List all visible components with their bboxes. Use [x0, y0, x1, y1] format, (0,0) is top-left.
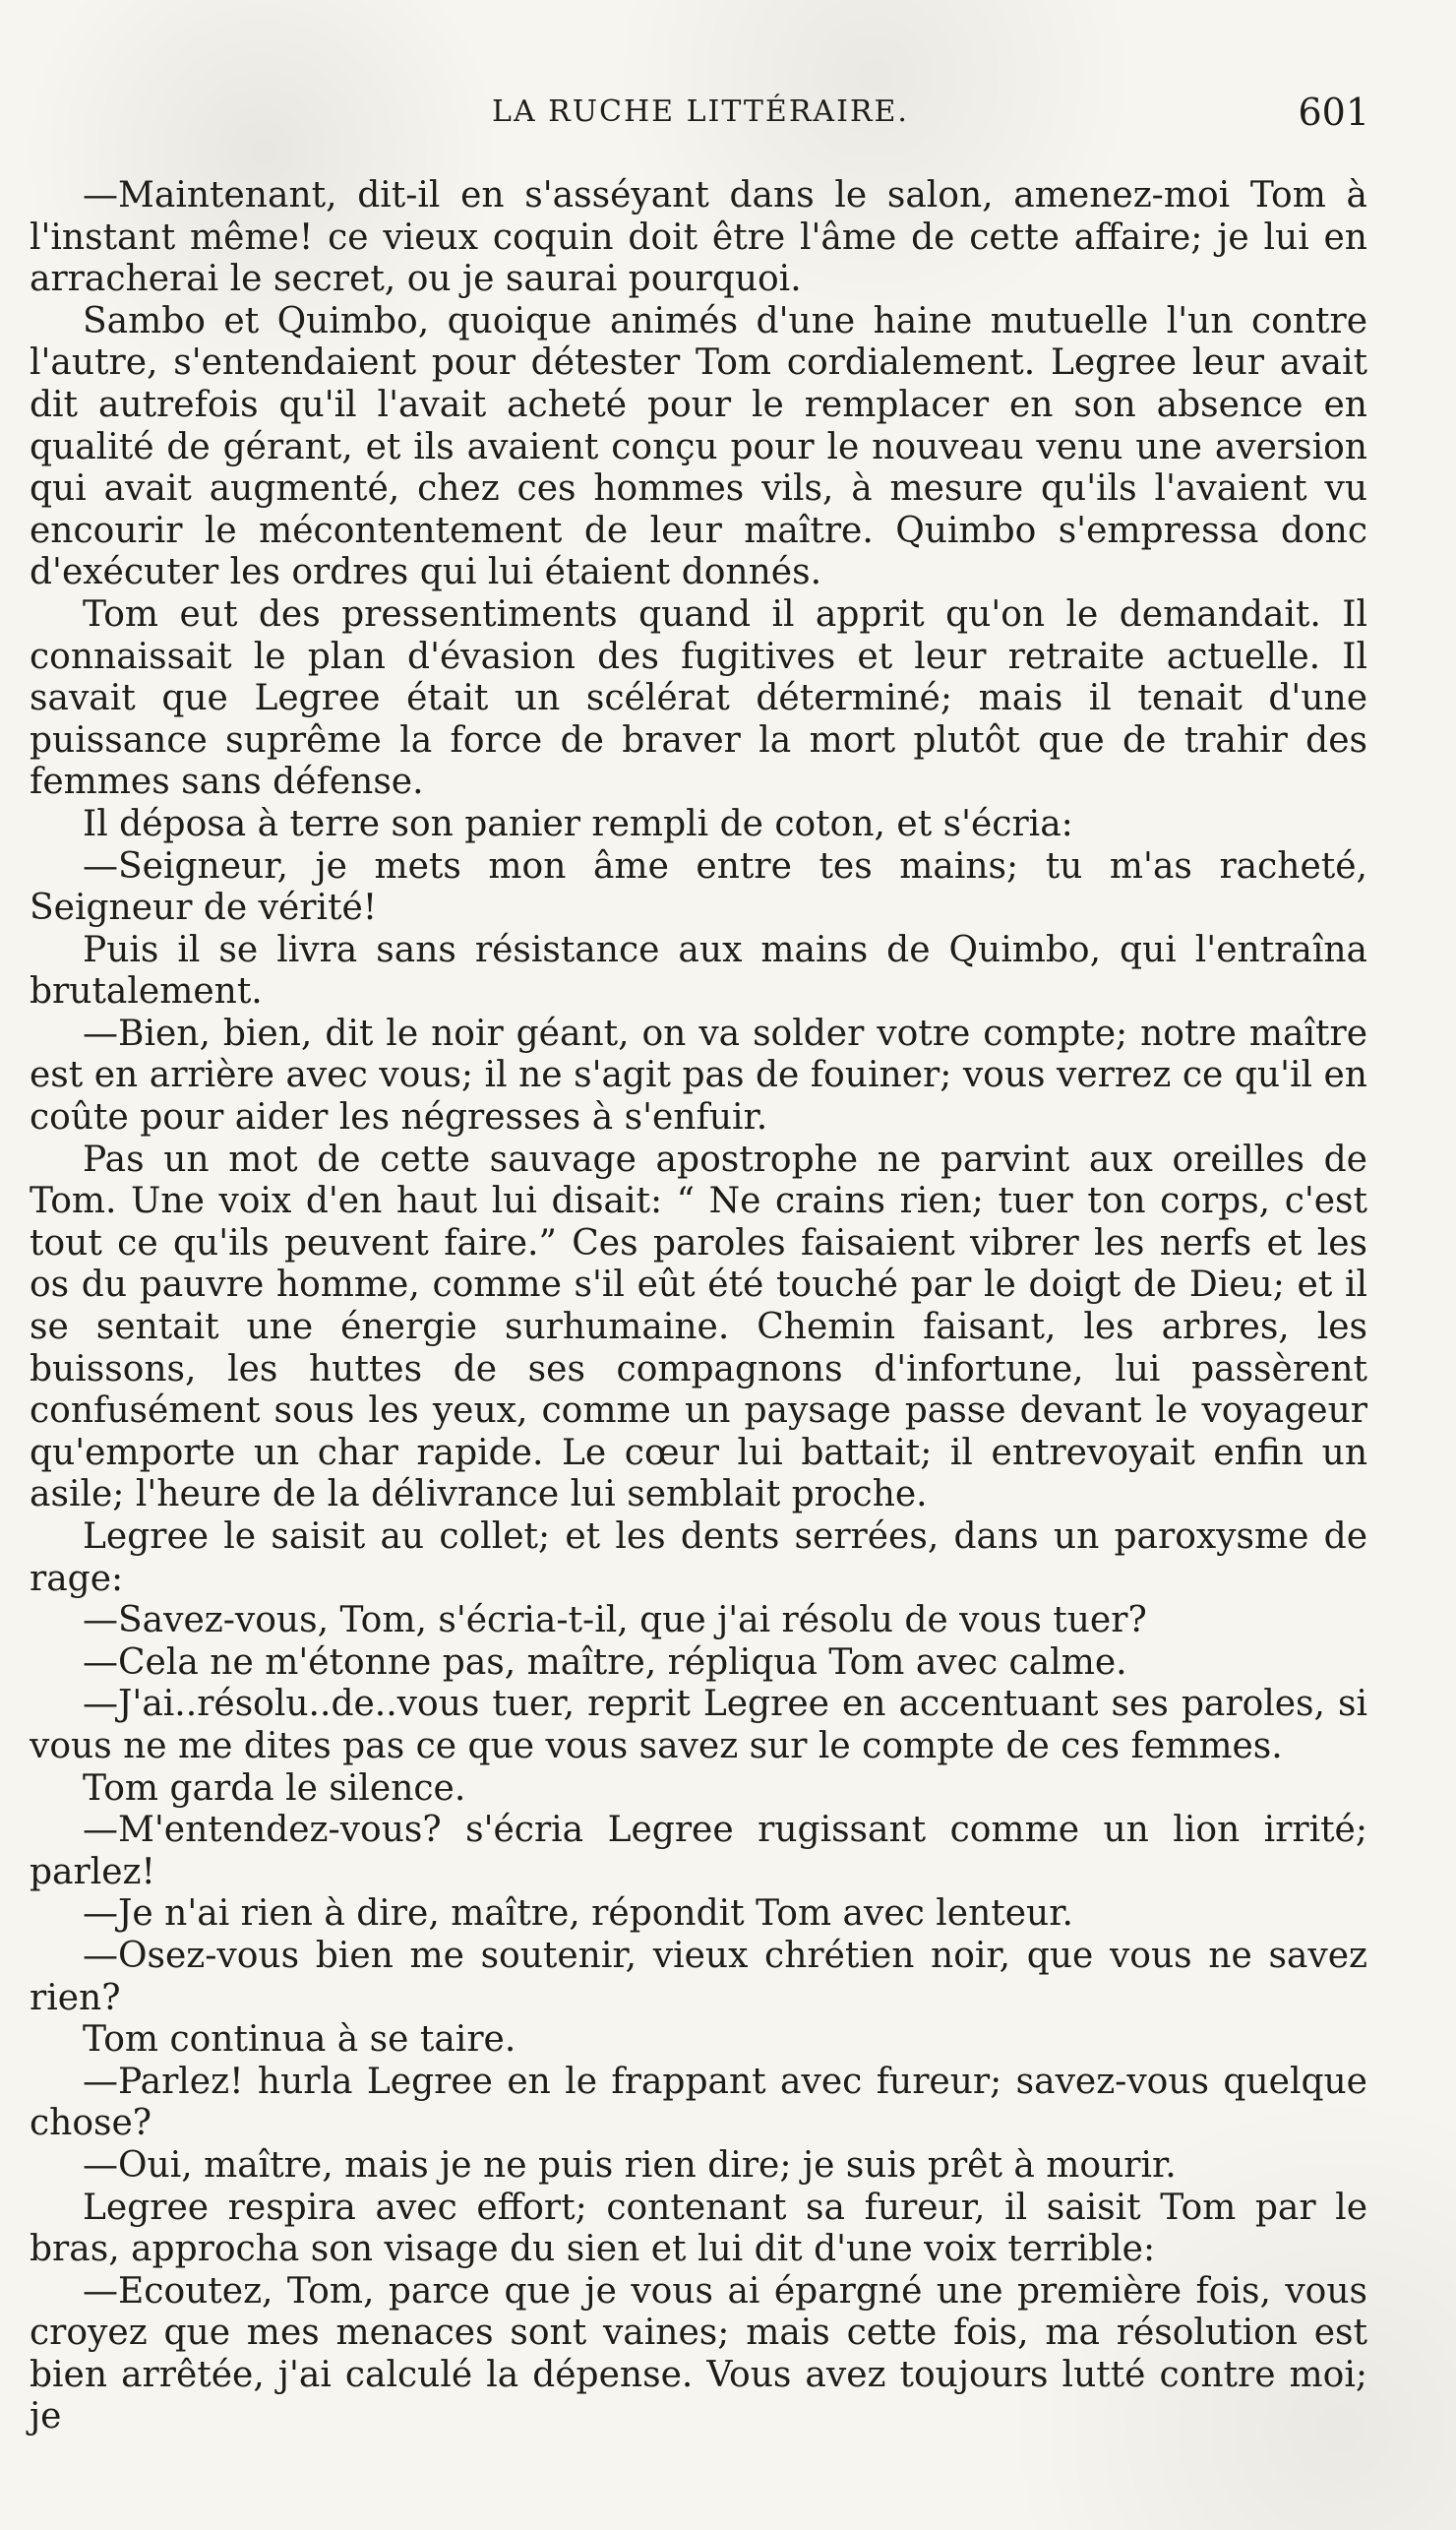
- paragraph-11: —Cela ne m'étonne pas, maître, répliqua Tom avec calme.: [83, 1641, 1127, 1683]
- paragraph-7: —Bien, bien, dit le noir géant, on va solder votre compte; notre maître est en arrière avec vous; il ne s'agit pas de fouiner; vous verrez ce qu'il en coûte pour aider les négresses à s'enfuir.: [30, 1013, 1367, 1139]
- body-text: [30, 175, 1367, 2438]
- running-title: LA RUCHE LITTÉRAIRE.: [492, 94, 909, 129]
- paragraph-18: —Parlez! hurla Legree en le frappant avec fureur; savez-vous quelque chose?: [30, 2061, 1367, 2144]
- page-header: [31, 91, 1369, 144]
- paragraph-4: Il déposa à terre son panier rempli de coton, et s'écria:: [83, 803, 1073, 844]
- paragraph-17: Tom continua à se taire.: [83, 2019, 516, 2061]
- paragraph-20: Legree respira avec effort; contenant sa fureur, il saisit Tom par le bras, approcha son visage du sien et lui dit d'une voix terrible:: [30, 2187, 1367, 2270]
- paragraph-16: —Osez-vous bien me soutenir, vieux chrétien noir, que vous ne savez rien?: [30, 1935, 1367, 2018]
- paragraph-21: —Ecoutez, Tom, parce que je vous ai épargné une première fois, vous croyez que mes menaces sont vaines; mais cette fois, ma résolution est bien arrêtée, j'ai calculé la dépense. Vous avez toujours lutté contre moi; je: [30, 2270, 1367, 2437]
- paragraph-2: Sambo et Quimbo, quoique animés d'une haine mutuelle l'un contre l'autre, s'entendaient pour détester Tom cordialement. Legree leur avait dit autrefois qu'il l'avait acheté pour le remplacer en son absence en qualité de gérant, et ils avaient conçu pour le nouveau venu une aversion qui avait augmenté, chez ces hommes vils, à mesure qu'ils l'avaient vu encourir le mécontentement de leur maître. Quimbo s'empressa donc d'exécuter les ordres qui lui étaient donnés.: [30, 300, 1367, 593]
- paragraph-12: —J'ai..résolu..de..vous tuer, reprit Legree en accentuant ses paroles, si vous ne me dites pas ce que vous savez sur le compte de ces femmes.: [30, 1684, 1367, 1766]
- paragraph-14: —M'entendez-vous? s'écria Legree rugissant comme un lion irrité; parlez!: [30, 1810, 1367, 1892]
- paragraph-5: —Seigneur, je mets mon âme entre tes mains; tu m'as racheté, Seigneur de vérité!: [30, 845, 1367, 929]
- paragraph-3: Tom eut des pressentiments quand il apprit qu'on le demandait. Il connaissait le plan d'évasion des fugitives et leur retraite actuelle. Il savait que Legree était un scélérat déterminé; mais il tenait d'une puissance suprême la force de braver la mort plutôt que de trahir des femmes sans défense.: [30, 593, 1367, 803]
- paragraph-9: Legree le saisit au collet; et les dents serrées, dans un paroxysme de rage:: [30, 1516, 1367, 1599]
- paragraph-6: Puis il se livra sans résistance aux mains de Quimbo, qui l'entraîna brutalement.: [30, 929, 1367, 1013]
- paragraph-8: Pas un mot de cette sauvage apostrophe ne parvint aux oreilles de Tom. Une voix d'en haut lui disait: “ Ne crains rien; tuer ton corps, c'est tout ce qu'ils peuvent faire.” Ces paroles faisaient vibrer les nerfs et les os du pauvre homme, comme s'il eût été touché par le doigt de Dieu; et il se sentait une énergie surhumaine. Chemin faisant, les arbres, les buissons, les huttes de ses compagnons d'infortune, lui passèrent confusément sous les yeux, comme un paysage passe devant le voyageur qu'emporte un char rapide. Le cœur lui battait; il entrevoyait enfin un asile; l'heure de la délivrance lui semblait proche.: [30, 1139, 1367, 1515]
- paragraph-19: —Oui, maître, mais je ne puis rien dire; je suis prêt à mourir.: [83, 2144, 1177, 2186]
- page-number: 601: [1298, 91, 1369, 134]
- paragraph-1: —Maintenant, dit-il en s'asséyant dans le salon, amenez-moi Tom à l'instant même! ce vieux coquin doit être l'âme de cette affaire; je lui en arracherai le secret, ou je saurai pourquoi.: [30, 175, 1367, 300]
- paragraph-10: —Savez-vous, Tom, s'écria-t-il, que j'ai résolu de vous tuer?: [83, 1600, 1147, 1641]
- paragraph-15: —Je n'ai rien à dire, maître, répondit Tom avec lenteur.: [83, 1893, 1073, 1935]
- paragraph-13: Tom garda le silence.: [83, 1767, 466, 1809]
